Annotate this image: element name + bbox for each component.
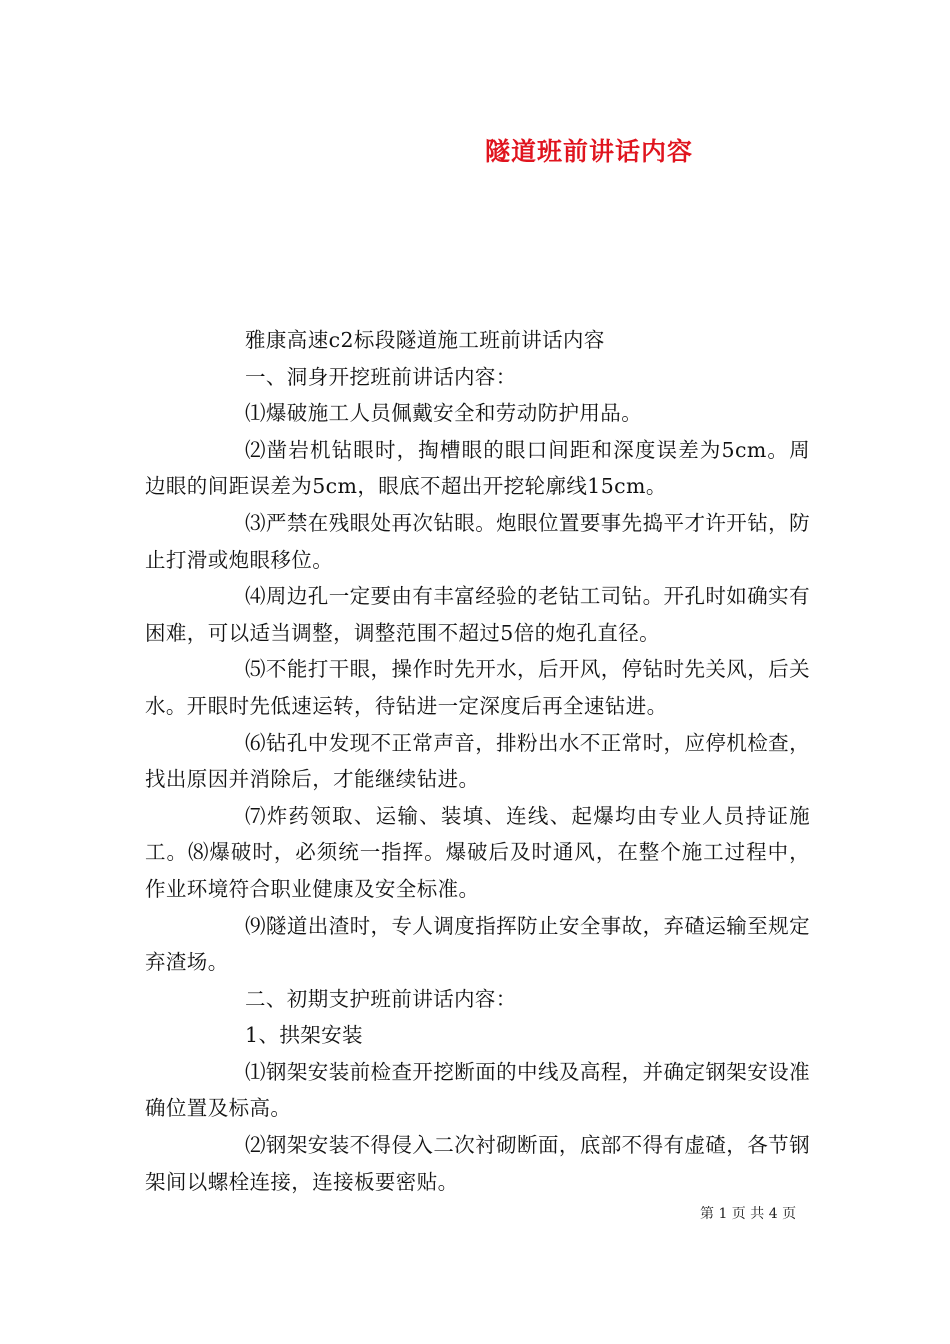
paragraph-heading: 雅康高速c2标段隧道施工班前讲话内容	[245, 328, 605, 352]
paragraph-item-6: ⑹钻孔中发现不正常声音，排粉出水不正常时，应停机检查，找出原因并消除后，才能继续钻进。	[145, 730, 810, 792]
paragraph-item-7-8: ⑺炸药领取、运输、装填、连线、起爆均由专业人员持证施工。⑻爆破时，必须统一指挥。爆破后及时通风，在整个施工过程中，作业环境符合职业健康及安全标准。	[145, 803, 810, 901]
document-title: 隧道班前讲话内容	[484, 137, 693, 166]
subsection-heading-arch: 1、拱架安装	[245, 1023, 363, 1048]
paragraph-arch-item-1: ⑴钢架安装前检查开挖断面的中线及高程，并确定钢架安设准确位置及标高。	[145, 1059, 810, 1121]
document-body	[145, 322, 810, 1200]
section-heading-support: 二、初期支护班前讲话内容：	[245, 986, 517, 1011]
paragraph-arch-item-2: ⑵钢架安装不得侵入二次衬砌断面，底部不得有虚碴，各节钢架间以螺栓连接，连接板要密贴。	[145, 1133, 810, 1194]
page-number: 第 1 页 共 4 页	[700, 1206, 797, 1222]
section-heading-excavation: 一、洞身开挖班前讲话内容：	[245, 364, 517, 389]
paragraph-item-2: ⑵凿岩机钻眼时，掏槽眼的眼口间距和深度误差为5cm。周边眼的间距误差为5cm，眼底不超出开挖轮廓线15cm。	[145, 437, 810, 499]
paragraph-item-5: ⑸不能打干眼，操作时先开水，后开风，停钻时先关风，后关水。开眼时先低速运转，待钻进一定深度后再全速钻进。	[145, 657, 810, 718]
paragraph-item-9: ⑼隧道出渣时，专人调度指挥防止安全事故，弃碴运输至规定弃渣场。	[145, 913, 810, 975]
paragraph-item-1: ⑴爆破施工人员佩戴安全和劳动防护用品。	[245, 401, 643, 426]
paragraph-item-4: ⑷周边孔一定要由有丰富经验的老钻工司钻。开孔时如确实有困难，可以适当调整，调整范围不超过5倍的炮孔直径。	[145, 584, 810, 645]
paragraph-item-3: ⑶严禁在残眼处再次钻眼。炮眼位置要事先捣平才许开钻，防止打滑或炮眼移位。	[145, 510, 810, 572]
